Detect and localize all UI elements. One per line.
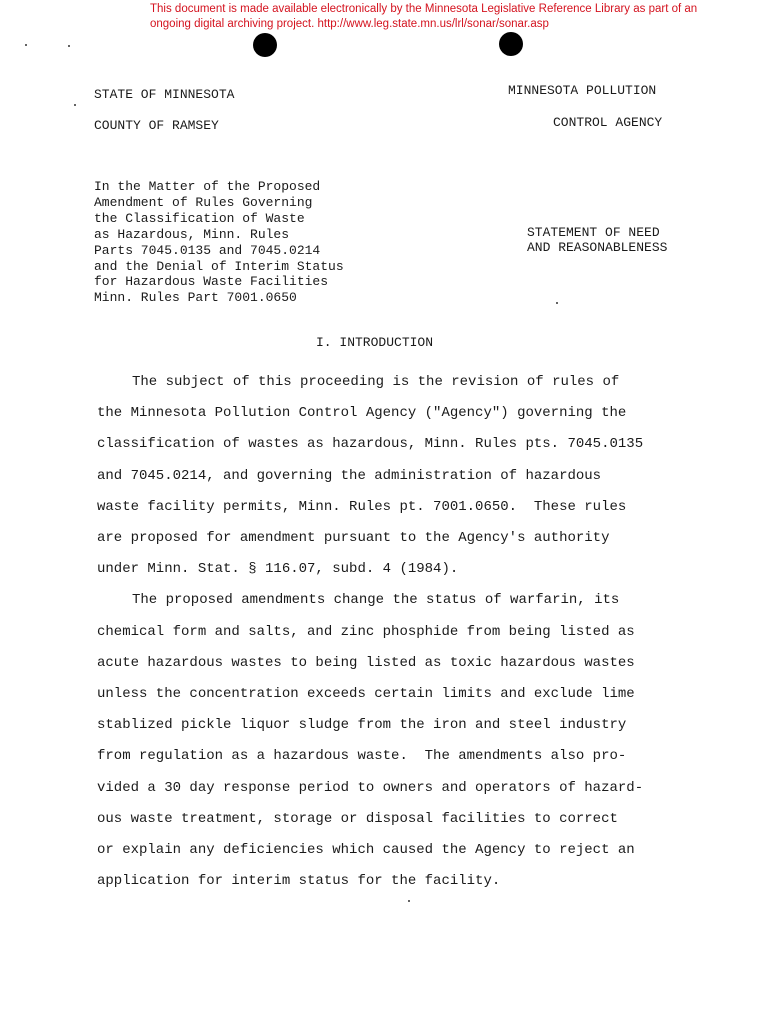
matter-line: Amendment of Rules Governing xyxy=(94,194,313,210)
matter-line: In the Matter of the Proposed xyxy=(94,179,321,194)
body-line: acute hazardous wastes to being listed as toxic hazardous wastes xyxy=(97,654,635,671)
punch-hole-left xyxy=(253,33,277,57)
matter-line: for Hazardous Waste Facilities xyxy=(94,274,329,290)
body-line: ous waste treatment, storage or disposal facilities to correct xyxy=(97,810,618,827)
body-line: vided a 30 day response period to owners and operators of hazard- xyxy=(97,779,644,796)
matter-caption-block xyxy=(94,179,344,306)
matter-line: Minn. Rules Part 7001.0650 xyxy=(94,290,297,306)
punch-hole-right xyxy=(499,32,523,56)
body-line: under Minn. Stat. § 116.07, subd. 4 (1984). xyxy=(97,561,459,578)
matter-line: the Classification of Waste xyxy=(94,210,305,226)
matter-line: as Hazardous, Minn. Rules xyxy=(94,226,290,242)
scan-speck xyxy=(408,900,410,902)
body-line: chemical form and salts, and zinc phosphide from being listed as xyxy=(97,623,635,640)
statement-title-block xyxy=(527,225,667,255)
matter-line: Parts 7045.0135 and 7045.0214 xyxy=(94,242,321,258)
caption-state: STATE OF MINNESOTA xyxy=(94,87,235,102)
scan-speck xyxy=(556,302,558,304)
body-line: or explain any deficiencies which caused the Agency to reject an xyxy=(97,842,635,859)
body-line: classification of wastes as hazardous, Minn. Rules pts. 7045.0135 xyxy=(97,436,644,453)
body-line: waste facility permits, Minn. Rules pt. 7001.0650. These rules xyxy=(97,498,627,515)
statement-line: STATEMENT OF NEED xyxy=(527,225,660,240)
body-line: and 7045.0214, and governing the administration of hazardous xyxy=(97,467,602,484)
archive-notice-line-2: ongoing digital archiving project. http://www.leg.state.mn.us/lrl/sonar/sonar.asp xyxy=(150,18,549,30)
scan-speck xyxy=(25,44,27,46)
introduction-body xyxy=(97,367,727,897)
body-line: the Minnesota Pollution Control Agency ("Agency") governing the xyxy=(97,405,627,422)
archive-notice-banner xyxy=(150,2,710,32)
body-line: The subject of this proceeding is the revision of rules of xyxy=(132,374,620,390)
section-heading: I. INTRODUCTION xyxy=(316,335,434,350)
statement-line: AND REASONABLENESS xyxy=(527,240,668,255)
caption-county: COUNTY OF RAMSEY xyxy=(94,118,219,133)
scan-speck xyxy=(68,45,70,47)
archive-notice-line-1: This document is made available electronically by the Minnesota Legislative Reference Library as part of an xyxy=(150,3,698,15)
scan-speck xyxy=(74,104,76,106)
caption-agency-line-1: MINNESOTA POLLUTION xyxy=(508,83,657,98)
body-line: are proposed for amendment pursuant to the Agency's authority xyxy=(97,530,610,547)
body-line: stablized pickle liquor sludge from the iron and steel industry xyxy=(97,717,627,734)
body-line: unless the concentration exceeds certain limits and exclude lime xyxy=(97,686,635,703)
body-line: from regulation as a hazardous waste. The amendments also pro- xyxy=(97,748,627,765)
caption-agency-line-2: CONTROL AGENCY xyxy=(553,115,663,130)
body-line: The proposed amendments change the status of warfarin, its xyxy=(132,592,620,609)
body-line: application for interim status for the facility. xyxy=(97,873,501,890)
matter-line: and the Denial of Interim Status xyxy=(94,258,344,274)
